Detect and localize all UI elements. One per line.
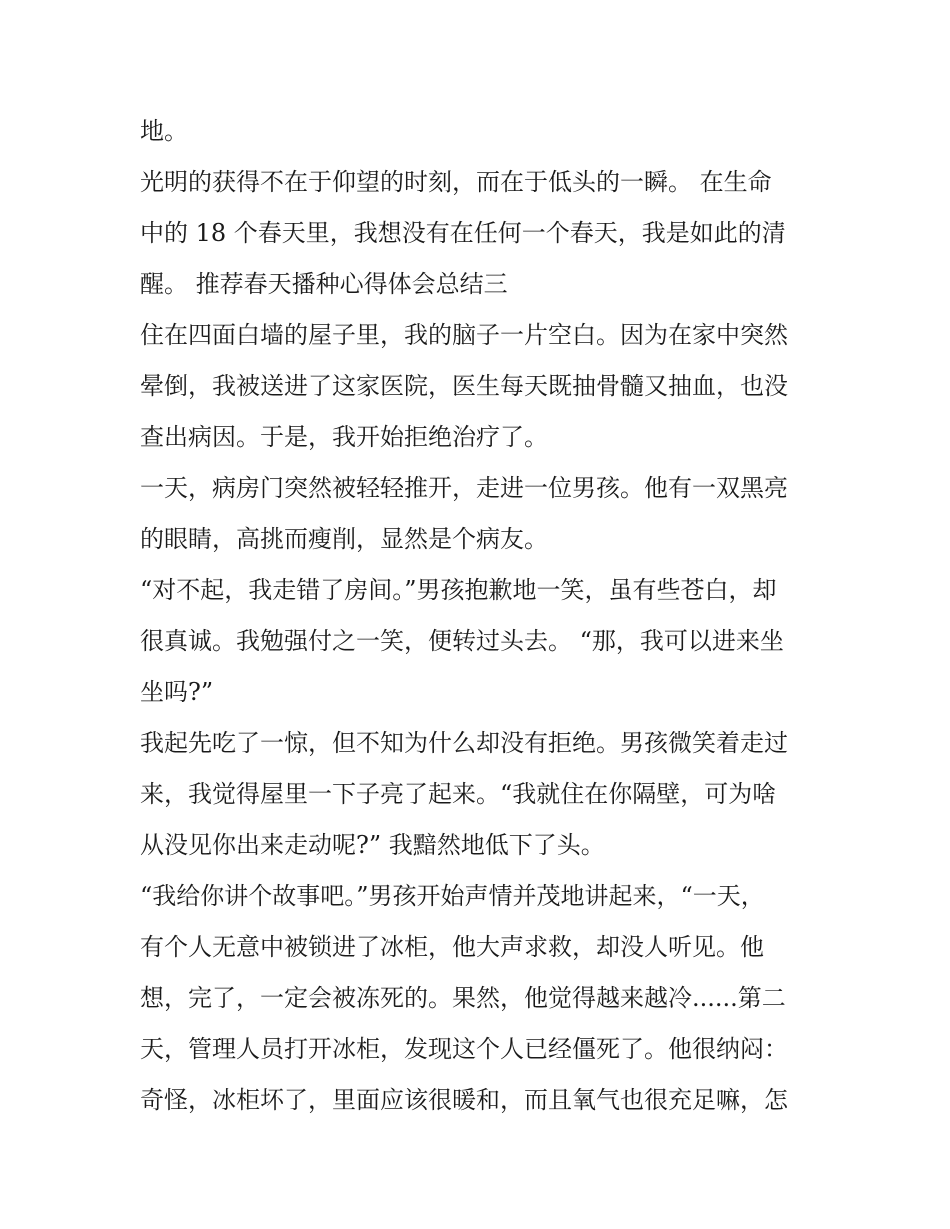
text-line: 坐吗?” — [140, 678, 214, 706]
text-line: 从没见你出来走动呢?” 我黯然地低下了头。 — [140, 831, 605, 859]
text-line: 天，管理人员打开冰柜，发现这个人已经僵死了。他很纳闷： — [140, 1035, 788, 1063]
text-line: 晕倒，我被送进了这家医院，医生每天既抽骨髓又抽血，也没 — [140, 372, 788, 400]
text-line: “对不起，我走错了房间。”男孩抱歉地一笑，虽有些苍白，却 — [140, 576, 777, 604]
text-line: 有个人无意中被锁进了冰柜，他大声求救，却没人听见。他 — [140, 933, 764, 961]
text-line: 光明的获得不在于仰望的时刻，而在于低头的一瞬。 在生命 — [140, 168, 772, 196]
document-body — [140, 106, 820, 1126]
text-line: 奇怪，冰柜坏了，里面应该很暖和，而且氧气也很充足嘛，怎 — [140, 1086, 788, 1114]
text-line: 我起先吃了一惊，但不知为什么却没有拒绝。男孩微笑着走过 — [140, 729, 788, 757]
text-line: 中的 18 个春天里，我想没有在任何一个春天，我是如此的清 — [140, 219, 786, 247]
text-line: 的眼睛，高挑而瘦削，显然是个病友。 — [140, 525, 548, 553]
text-line: 很真诚。我勉强付之一笑，便转过头去。 “那，我可以进来坐 — [140, 627, 784, 655]
text-line: 地。 — [140, 117, 188, 145]
text-line: 查出病因。于是，我开始拒绝治疗了。 — [140, 423, 548, 451]
text-line: 一天，病房门突然被轻轻推开，走进一位男孩。他有一双黑亮 — [140, 474, 788, 502]
text-line: 想，完了，一定会被冻死的。果然，他觉得越来越冷......第二 — [140, 984, 786, 1012]
text-line: 住在四面白墙的屋子里，我的脑子一片空白。因为在家中突然 — [140, 321, 788, 349]
text-line: 来，我觉得屋里一下子亮了起来。“我就住在你隔壁，可为啥 — [140, 780, 777, 808]
text-line: 醒。 推荐春天播种心得体会总结三 — [140, 270, 508, 298]
text-line: “我给你讲个故事吧。”男孩开始声情并茂地讲起来，“一天， — [140, 882, 765, 910]
